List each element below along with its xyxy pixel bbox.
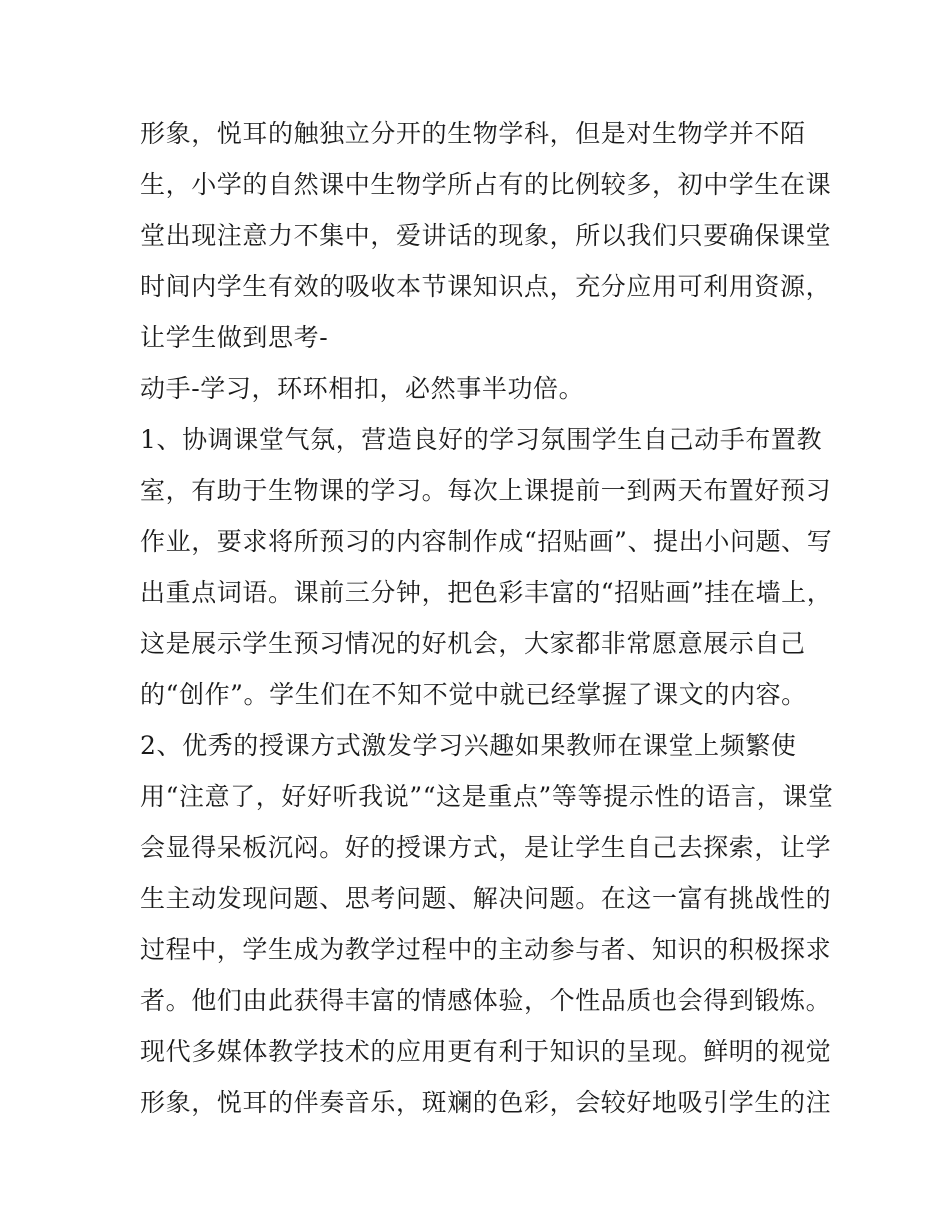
document-body — [140, 108, 834, 1128]
text-line: 让学生做到思考- — [140, 323, 329, 352]
text-line: 的“创作”。学生们在不知不觉中就已经掌握了课文的内容。 — [140, 680, 807, 709]
text-line: 动手-学习，环环相扣，必然事半功倍。 — [140, 374, 585, 403]
text-line: 出重点词语。课前三分钟，把色彩丰富的“招贴画”挂在墙上， — [140, 578, 833, 607]
text-line: 1、协调课堂气氛，营造良好的学习氛围学生自己动手布置教 — [140, 425, 823, 454]
text-line: 作业，要求将所预习的内容制作成“招贴画”、提出小问题、写 — [140, 527, 833, 556]
text-line: 这是展示学生预习情况的好机会，大家都非常愿意展示自己 — [140, 629, 806, 658]
text-line: 室，有助于生物课的学习。每次上课提前一到两天布置好预习 — [140, 476, 832, 505]
text-line: 生，小学的自然课中生物学所占有的比例较多，初中学生在课 — [140, 170, 832, 199]
text-line: 形象，悦耳的触独立分开的生物学科，但是对生物学并不陌 — [140, 119, 806, 148]
text-line: 过程中，学生成为教学过程中的主动参与者、知识的积极探求 — [140, 935, 832, 964]
text-line: 生主动发现问题、思考问题、解决问题。在这一富有挑战性的 — [140, 884, 832, 913]
text-line: 会显得呆板沉闷。好的授课方式，是让学生自己去探索，让学 — [140, 833, 832, 862]
text-line: 时间内学生有效的吸收本节课知识点，充分应用可利用资源， — [140, 272, 832, 301]
text-line: 用“注意了，好好听我说”“这是重点”等等提示性的语言，课堂 — [140, 782, 834, 811]
text-line: 2、优秀的授课方式激发学习兴趣如果教师在课堂上频繁使 — [140, 731, 797, 760]
text-line: 堂出现注意力不集中，爱讲话的现象，所以我们只要确保课堂 — [140, 221, 832, 250]
text-line: 者。他们由此获得丰富的情感体验，个性品质也会得到锻炼。 — [140, 986, 832, 1015]
text-line: 现代多媒体教学技术的应用更有利于知识的呈现。鲜明的视觉 — [140, 1037, 832, 1066]
text-line: 形象，悦耳的伴奏音乐，斑斓的色彩，会较好地吸引学生的注 — [140, 1088, 832, 1117]
